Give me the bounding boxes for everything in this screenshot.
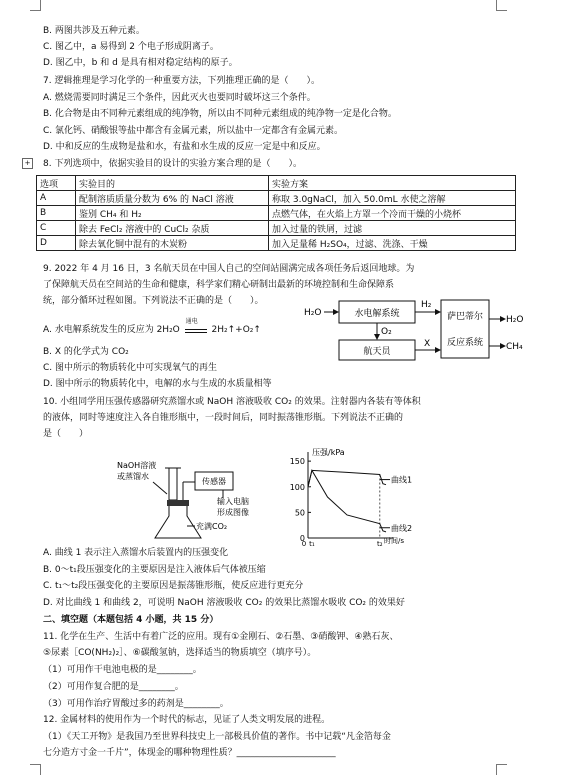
question-11-line-1: 11. 化学在生产、生活中有着广泛的应用。现有①金刚石、②石墨、③硝酸钾、④熟石灰、 [43, 632, 399, 642]
section-2-title: 二、填空题（本题包括 4 小题，共 15 分） [43, 615, 219, 625]
liquid-pointer [153, 482, 167, 494]
life-support-cycle-diagram [300, 290, 535, 370]
pressure-chart [282, 446, 422, 546]
series-line-2 [308, 470, 386, 531]
o2-label: O₂ [381, 327, 392, 337]
crop-mark-bottom-right [496, 764, 507, 775]
question-9-option-b: B. X 的化学式为 CO₂ [43, 347, 129, 357]
x-tick-label: t₁ [309, 540, 315, 546]
electrolysis-label: 水电解系统 [354, 309, 400, 319]
table-cell: A [37, 191, 76, 206]
question-6-option-d: D. 图乙中，b 和 d 是具有相对稳定结构的原子。 [43, 58, 238, 68]
question-12-line-1: 12. 金属材料的使用作为一个时代的标志，见证了人类文明发展的进程。 [43, 715, 331, 725]
question-10-option-b: B. 0～t₁段压强变化的主要原因是注入液体后气体被压缩 [43, 565, 266, 575]
question-7-stem: 7. 逻辑推理是学习化学的一种重要方法，下列推理正确的是（ ）。 [43, 76, 320, 86]
table-row [37, 236, 516, 251]
table-cell: 除去氧化铜中混有的木炭粉 [76, 236, 269, 251]
crop-mark-top-right [496, 0, 507, 11]
question-6-option-c: C. 图乙中，a 易得到 2 个电子形成阴离子。 [43, 42, 219, 52]
y-axis-label: 压强/kPa [312, 448, 345, 457]
x-tick-label: t₂ [376, 540, 383, 546]
crop-mark-bottom-left [30, 764, 41, 775]
table-cell: D [37, 236, 76, 251]
question-9-line-2: 了保障航天员在空间站的生命和健康，科学家们精心研制出最新的环境控制和生命保障系 [43, 280, 395, 290]
question-10-line-3: 是（ ） [43, 429, 89, 439]
question-10-option-c: C. t₁～t₂段压强变化的主要原因是振荡锥形瓶，使反应进行更充分 [43, 581, 304, 591]
question-11-item-1: （1）可用作干电池电极的是________。 [43, 665, 202, 675]
table-cell: 加入足量稀 H₂SO₄，过滤、洗涤、干燥 [269, 236, 516, 251]
question-9-option-c: C. 图中所示的物质转化中可实现氧气的再生 [43, 363, 218, 373]
question-9-line-1: 9. 2022 年 4 月 16 日，3 名航天员在中国人自己的空间站圆满完成各项任务后返回地球。为 [43, 264, 415, 274]
pressure-sensor-apparatus [115, 448, 275, 543]
question-9-option-a [43, 318, 261, 336]
liquid-label-line-1: NaOH溶液 [117, 461, 157, 470]
y-tick-label: 100 [289, 482, 305, 492]
question-10-line-2: 的液体，同时等速度注入各自锥形瓶中，一段时间后，同时振荡锥形瓶。下列说法不正确的 [43, 413, 404, 423]
question-12-line-3: 七分造方寸金一千片”，体现金的哪种物理性质？______________________ [43, 748, 336, 758]
rubber-stopper [167, 500, 189, 506]
h2-label: H₂ [421, 300, 432, 310]
table-cell: 点燃气体，在火焰上方罩一个冷而干燥的小烧杯 [269, 206, 516, 221]
table-header-cell: 实验目的 [76, 176, 269, 191]
table-header-cell: 实验方案 [269, 176, 516, 191]
question-9-line-3: 统，部分循环过程如图。下列说法不正确的是（ ）。 [43, 296, 264, 306]
question-7-option-b: B. 化合物是由不同种元素组成的纯净物，所以由不同种元素组成的纯净物一定是化合物。 [43, 109, 397, 119]
sabatier-label-line-1: 萨巴蒂尔 [446, 312, 484, 322]
move-handle-icon[interactable]: + [22, 158, 33, 169]
equal-line-bottom [185, 332, 207, 333]
sabatier-label-line-2: 反应系统 [446, 338, 484, 348]
sabatier-box [441, 300, 489, 358]
question-6-option-b: B. 两图共涉及五种元素。 [43, 26, 145, 36]
computer-label-line-1: 输入电脑 [217, 497, 249, 506]
astronaut-label: 航天员 [363, 347, 391, 357]
table-cell: 加入过量的铁屑，过滤 [269, 221, 516, 236]
question-7-option-d: D. 中和反应的生成物是盐和水，有盐和水生成的反应一定是中和反应。 [43, 142, 326, 152]
table-cell: 配制溶质质量分数为 6% 的 NaCl 溶液 [76, 191, 269, 206]
liquid-label-line-2: 或蒸馏水 [117, 472, 149, 481]
table-row [37, 221, 516, 236]
x-label: X [424, 339, 431, 349]
question-7-option-a: A. 燃烧需要同时满足三个条件，因此灭火也要同时破坏这三个条件。 [43, 93, 316, 103]
question-10-option-d: D. 对比曲线 1 和曲线 2，可说明 NaOH 溶液吸收 CO₂ 的效果比蒸馏水吸收 CO₂ 的效果好 [43, 598, 405, 608]
question-11-item-2: （2）可用作复合肥的是________。 [43, 682, 184, 692]
equal-line-top [185, 329, 207, 330]
y-tick-label: 150 [289, 457, 305, 467]
question-9-option-d: D. 图中所示的物质转化中，电解的水与生成的水质量相等 [43, 379, 272, 389]
question-7-option-c: C. 氯化钙、硝酸银等盐中都含有金属元素，所以盐中一定都含有金属元素。 [43, 126, 344, 136]
syringe [169, 468, 177, 500]
computer-label-line-2: 形成图像 [217, 508, 249, 517]
question-10-option-a: A. 曲线 1 表示注入蒸馏水后装置内的压强变化 [43, 548, 229, 558]
option-a-prefix: A. 水电解系统发生的反应为 2H₂O [43, 325, 180, 335]
x-axis-label: 时间/s [384, 537, 405, 545]
crop-mark-top-left [30, 0, 41, 11]
conical-flask [155, 506, 201, 538]
question-12-line-2: （1）《天工开物》是我国乃至世界科技史上一部极具价值的著作。书中记载“凡金箔每金 [43, 732, 391, 742]
question-10-line-1: 10. 小组同学用压强传感器研究蒸馏水或 NaOH 溶液吸收 CO₂ 的效果。注射器内各装有等体积 [43, 397, 421, 407]
question-11-item-3: （3）可用作治疗胃酸过多的药剂是________。 [43, 699, 229, 709]
h2o-output-label: H₂O [506, 315, 524, 325]
series-label: 曲线1 [391, 475, 413, 485]
table-row [37, 191, 516, 206]
sensor-label: 传感器 [202, 477, 226, 486]
co2-label: 充满CO₂ [196, 522, 228, 531]
table-cell: C [37, 221, 76, 236]
series-label: 曲线2 [391, 523, 413, 533]
table-cell: 除去 FeCl₂ 溶液中的 CuCl₂ 杂质 [76, 221, 269, 236]
question-8-stem: 8. 下列选项中，依据实验目的设计的实验方案合理的是（ ）。 [43, 159, 302, 169]
table-cell: 鉴别 CH₄ 和 H₂ [76, 206, 269, 221]
h2o-input-label: H₂O [304, 308, 322, 318]
ch4-label: CH₄ [506, 342, 523, 352]
reaction-condition [183, 318, 209, 336]
question-11-line-2: ⑤尿素［CO(NH₂)₂］、⑥碳酸氢钠，选择适当的物质填空（填序号）。 [43, 648, 317, 658]
condition-label: 通电 [185, 318, 198, 325]
table-cell: 称取 3.0gNaCl，加入 50.0mL 水使之溶解 [269, 191, 516, 206]
y-tick-label: 0 [299, 534, 305, 543]
y-tick-label: 50 [294, 508, 305, 518]
table-header-row [37, 176, 516, 191]
question-8-table [36, 175, 516, 251]
table-cell: B [37, 206, 76, 221]
x-tick-label: 0 [301, 540, 307, 546]
option-a-suffix: 2H₂↑+O₂↑ [211, 325, 261, 335]
table-header-cell: 选项 [37, 176, 76, 191]
table-row [37, 206, 516, 221]
